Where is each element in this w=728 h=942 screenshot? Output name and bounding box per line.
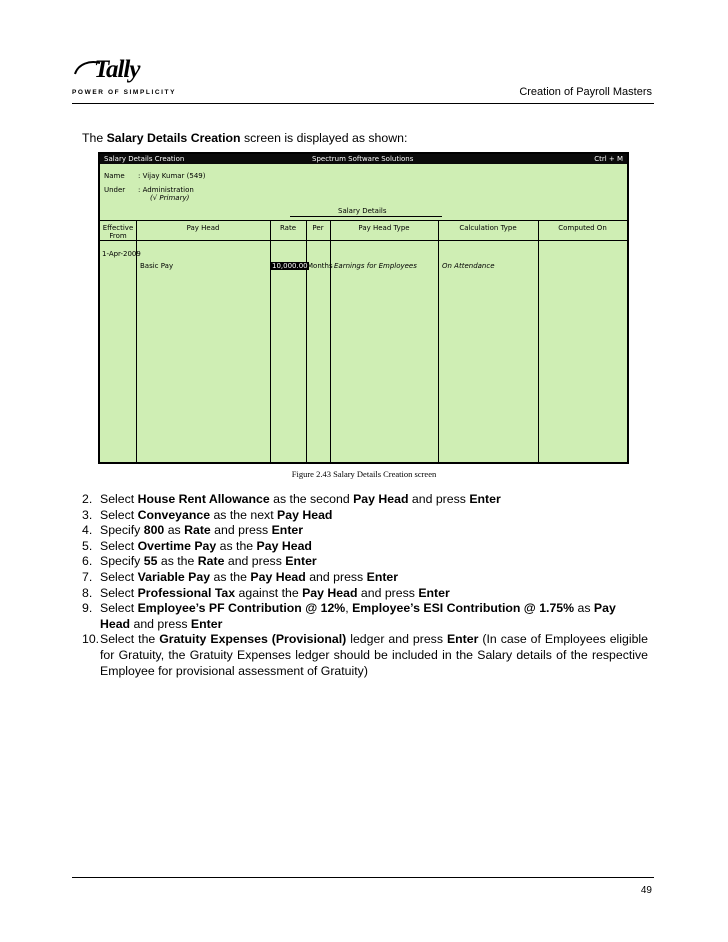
step-keyword: Rate: [197, 554, 225, 569]
step-keyword: Pay Head: [250, 569, 306, 584]
step-keyword: Enter: [285, 554, 317, 569]
step-fragment: Select: [100, 569, 138, 584]
step-text: [100, 539, 648, 555]
intro-suffix: screen is displayed as shown:: [240, 131, 408, 145]
step-fragment: and press: [305, 569, 367, 584]
step-keyword: Pay Head: [302, 585, 358, 600]
list-item: [82, 508, 648, 524]
column-divider: [330, 220, 331, 462]
step-fragment: (In case of Employees eligible for Gratuity, the Gratuity Expenses ledger should be included in the Salary details of the respective Employee for provisional assessment of Gratuity): [100, 632, 648, 678]
step-number: 6.: [82, 554, 93, 569]
shortcut-hint: Ctrl + M: [594, 155, 623, 163]
col-computed-on: Computed On: [558, 224, 607, 232]
salary-details-underline: [290, 216, 442, 217]
row-effective-from[interactable]: 1-Apr-2009: [102, 250, 141, 258]
step-fragment: as the: [157, 554, 198, 569]
step-fragment: Specify: [100, 554, 144, 569]
col-per: Per: [312, 224, 324, 232]
step-keyword: Rate: [184, 523, 211, 538]
section-title: Creation of Payroll Masters: [519, 86, 652, 98]
list-item: [82, 586, 648, 602]
step-keyword: Professional Tax: [137, 585, 236, 600]
col-pay-head-type: Pay Head Type: [358, 224, 410, 232]
figure-caption: Figure 2.43 Salary Details Creation screen: [291, 469, 437, 479]
step-fragment: Specify: [100, 523, 144, 538]
step-text: [100, 586, 648, 602]
table-header-top-border: [100, 220, 627, 221]
row-pay-head-type: Earnings for Employees: [334, 262, 417, 270]
name-label: Name: [104, 172, 125, 180]
salary-details-heading: Salary Details: [338, 207, 387, 215]
intro-prefix: The: [82, 131, 107, 145]
intro-sentence: [82, 131, 407, 145]
step-keyword: 55: [143, 554, 158, 569]
step-fragment: and press: [210, 523, 272, 538]
step-keyword: Enter: [446, 632, 479, 647]
page-number: 49: [640, 885, 652, 896]
step-fragment: Select: [100, 601, 138, 616]
step-fragment: as the next: [210, 507, 278, 522]
step-fragment: and press: [357, 585, 419, 600]
col-rate: Rate: [279, 224, 297, 232]
list-item: [82, 523, 648, 539]
step-text: [100, 601, 648, 632]
step-keyword: 800: [143, 523, 165, 538]
screen-title: Salary Details Creation: [104, 155, 185, 163]
step-keyword: Pay Head: [277, 507, 333, 522]
step-keyword: Pay Head: [256, 538, 312, 553]
logo-word: Tally: [94, 56, 140, 83]
step-number: 5.: [82, 538, 93, 553]
step-keyword: Overtime Pay: [137, 538, 217, 553]
company-name: Spectrum Software Solutions: [312, 155, 414, 163]
list-item: [82, 601, 648, 632]
table-header-bottom-border: [100, 240, 627, 241]
step-number: 8.: [82, 585, 93, 600]
intro-bold: Salary Details Creation: [106, 131, 241, 145]
under-primary: (√ Primary): [150, 194, 190, 202]
under-label: Under: [104, 186, 126, 194]
steps-list: [82, 492, 648, 679]
row-pay-head[interactable]: Basic Pay: [140, 262, 174, 270]
row-rate[interactable]: [271, 262, 309, 270]
step-fragment: Select: [100, 538, 138, 553]
col-calculation-type: Calculation Type: [459, 224, 517, 232]
row-calculation-type: On Attendance: [442, 262, 495, 270]
col-effective-from: Effective From: [102, 224, 134, 240]
step-fragment: as the second: [269, 492, 354, 506]
step-keyword: Enter: [366, 569, 399, 584]
step-keyword: Employee’s ESI Contribution @ 1.75%: [352, 601, 575, 616]
screen-title-bar: [100, 154, 627, 164]
step-fragment: as the: [210, 569, 251, 584]
footer-divider: [72, 877, 654, 878]
step-number: 10.: [82, 632, 100, 647]
column-divider: [306, 220, 307, 462]
step-fragment: against the: [235, 585, 303, 600]
list-item: [82, 554, 648, 570]
list-item: [82, 492, 648, 508]
step-number: 3.: [82, 507, 93, 522]
step-number: 2.: [82, 492, 93, 506]
step-keyword: Enter: [418, 585, 450, 600]
header-divider: [72, 103, 654, 104]
step-fragment: ledger and press: [346, 632, 447, 647]
step-fragment: Select: [100, 492, 138, 506]
step-keyword: House Rent Allowance: [137, 492, 270, 506]
step-fragment: and press: [130, 616, 191, 631]
step-text: [100, 492, 648, 508]
step-keyword: Pay Head: [353, 492, 409, 506]
col-pay-head: Pay Head: [186, 224, 220, 232]
step-fragment: and press: [408, 492, 470, 506]
step-text: [100, 508, 648, 524]
step-keyword: Variable Pay: [137, 569, 211, 584]
step-text: [100, 570, 648, 586]
step-fragment: Select: [100, 585, 138, 600]
column-divider: [270, 220, 271, 462]
list-item: [82, 539, 648, 555]
step-fragment: Select the: [100, 632, 160, 647]
step-fragment: ,: [345, 601, 353, 616]
row-per[interactable]: Months: [307, 262, 333, 270]
logo-tagline: POWER OF SIMPLICITY: [72, 89, 177, 96]
step-keyword: Enter: [271, 523, 304, 538]
list-item: [82, 632, 648, 679]
step-number: 4.: [82, 523, 93, 538]
step-keyword: Conveyance: [137, 507, 211, 522]
step-fragment: as: [164, 523, 185, 538]
step-fragment: as the: [216, 538, 257, 553]
step-text: [100, 523, 648, 539]
salary-details-screen: [98, 152, 629, 464]
step-text: [100, 632, 648, 679]
step-number: 7.: [82, 569, 93, 584]
list-item: [82, 570, 648, 586]
step-keyword: Enter: [190, 616, 223, 631]
step-keyword: Gratuity Expenses (Provisional): [159, 632, 347, 647]
step-keyword: Enter: [469, 492, 501, 506]
name-value[interactable]: : Vijay Kumar (549): [138, 172, 206, 180]
step-text: [100, 554, 648, 570]
step-keyword: Employee’s PF Contribution @ 12%: [137, 601, 346, 616]
step-fragment: Select: [100, 507, 138, 522]
column-divider: [438, 220, 439, 462]
rate-input-highlight[interactable]: 10,000.00: [272, 262, 308, 270]
step-keyword: Pay Head: [100, 601, 616, 631]
under-value[interactable]: : Administration: [138, 186, 194, 194]
step-fragment: as: [574, 601, 594, 616]
step-number: 9.: [82, 601, 93, 616]
step-fragment: and press: [224, 554, 286, 569]
column-divider: [538, 220, 539, 462]
